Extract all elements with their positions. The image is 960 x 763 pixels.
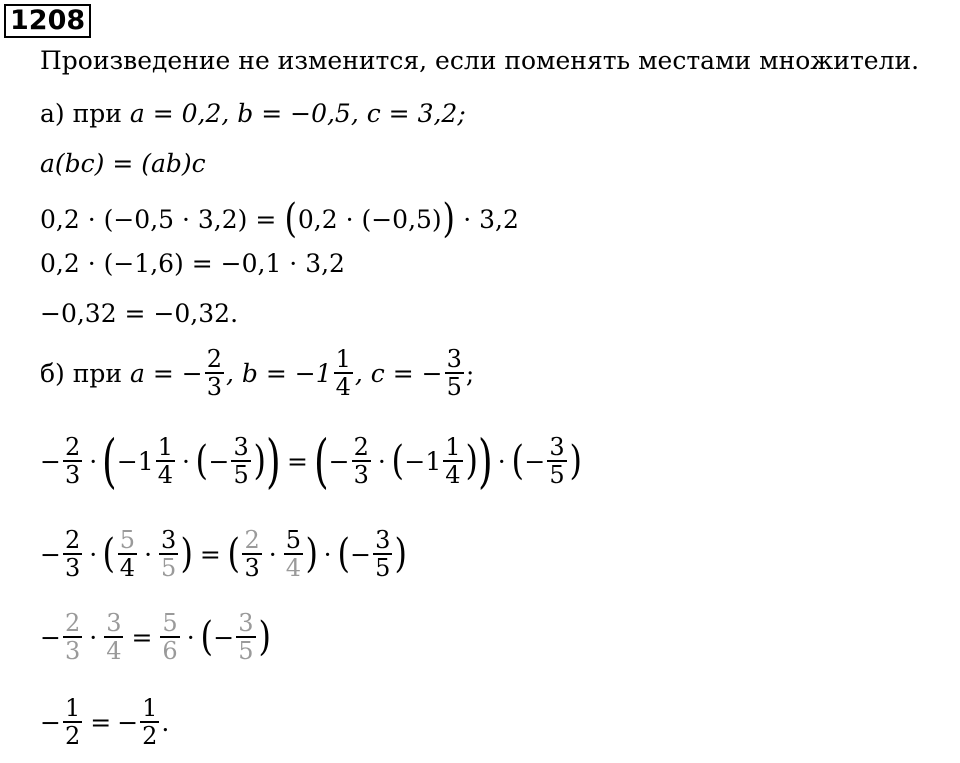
part-b-step-1: − $\frac{2}{3}$ · ( −1 $\frac{1}{4}$ · ( − $\frac{3}{5}$ ) ) = ( − $\frac{2}{3}$ · ( −1 $\frac{1}{4}$ ) ) · ( − $\frac{3}{5}$ ) — [40, 427, 582, 496]
fraction: $\frac{2}{3}$ — [353, 433, 369, 490]
b-equals: , b = −1 — [226, 358, 332, 388]
part-a-values: a = 0,2, b = −0,5, c = 3,2; — [129, 99, 466, 128]
c-equals: , c = − — [354, 358, 443, 388]
step3-text: −0,32 = −0,32. — [40, 299, 239, 328]
intro-text: Произведение не изменится, если поменять местами множители. — [40, 46, 920, 75]
paren-close: ) — [442, 196, 455, 242]
step2-text: 0,2 · (−1,6) = −0,1 · 3,2 — [40, 249, 345, 278]
fraction: $\frac{1}{4}$ — [335, 345, 351, 402]
part-a-condition — [40, 101, 466, 126]
part-a-label: а) при — [40, 99, 122, 128]
paren-open: ( — [284, 196, 298, 242]
part-b-label: б) при — [40, 358, 123, 388]
associative-law — [40, 151, 206, 176]
part-b-condition — [40, 346, 474, 401]
part-a-step-2 — [40, 251, 345, 276]
part-b-step-2: − $\frac{2}{3}$ · ( $\frac{5}{4}$ · $\frac{3}{5}$ ) = ( $\frac{2}{3}$ · $\frac{5}{4}$ ) · ( − $\frac{3}{5}$ ) — [40, 526, 408, 583]
step1-right: 0,2 · (−0,5) — [297, 204, 442, 234]
fraction: $\frac{1}{4}$ — [445, 433, 461, 490]
a-equals: a = − — [130, 358, 203, 388]
task-number: 1208 — [4, 4, 91, 38]
part-b-step-4: − $\frac{1}{2}$ = − $\frac{1}{2}$ . — [40, 694, 170, 751]
part-a-step-1 — [40, 196, 519, 242]
paren-open: ( — [102, 427, 117, 496]
step1-left: 0,2 · (−0,5 · 3,2) = — [40, 204, 277, 234]
law-text: a(bc) = (ab)c — [40, 149, 206, 178]
part-b-step-3: − $\frac{2}{3}$ · $\frac{3}{4}$ = $\frac{5}{6}$ · ( − $\frac{3}{5}$ ) — [40, 609, 271, 666]
fraction: $\frac{2}{3}$ — [64, 433, 81, 490]
fraction: $\frac{1}{4}$ — [157, 433, 173, 490]
fraction: $\frac{2}{3}$ — [206, 345, 223, 402]
fraction: $\frac{3}{5}$ — [233, 433, 249, 490]
fraction: $\frac{3}{5}$ — [446, 345, 462, 402]
semicolon: ; — [465, 358, 475, 388]
step1-tail: · 3,2 — [463, 204, 519, 234]
fraction: $\frac{3}{5}$ — [549, 433, 565, 490]
part-a-step-3 — [40, 301, 238, 326]
